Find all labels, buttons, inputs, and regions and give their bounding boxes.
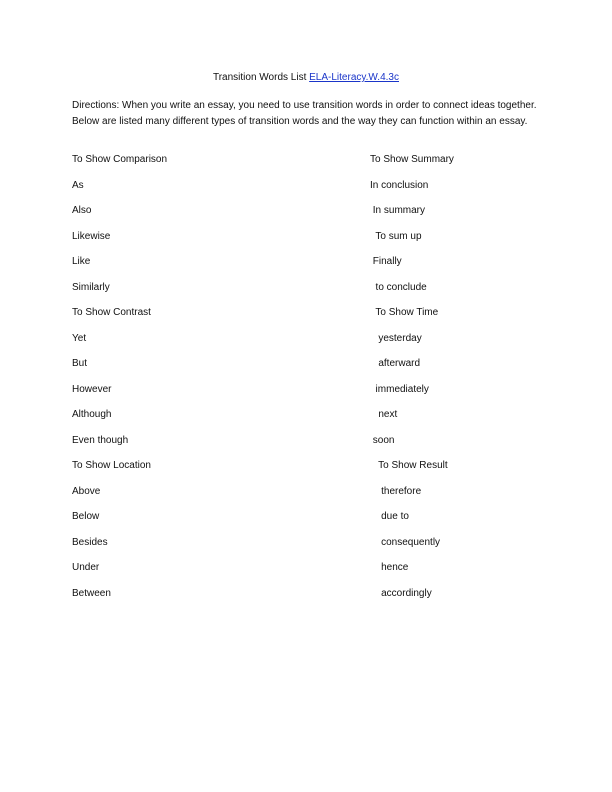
list-row — [0, 510, 612, 536]
list-row — [0, 179, 612, 205]
right-column-item: hence — [370, 562, 409, 573]
list-row — [0, 306, 612, 332]
left-column-item: Also — [72, 205, 92, 216]
right-column-item: next — [370, 409, 398, 420]
left-column-item: Under — [72, 562, 100, 573]
list-row — [0, 204, 612, 230]
transition-words-list — [0, 153, 612, 612]
left-column-item: Even though — [72, 434, 129, 446]
right-column-item: therefore — [370, 485, 422, 497]
right-column-item: To Show Result — [370, 460, 448, 471]
right-column-item: To sum up — [370, 230, 422, 242]
left-column-item: Yet — [72, 332, 87, 344]
list-row — [0, 383, 612, 409]
left-column-item: Between — [72, 587, 111, 599]
right-column-item: To Show Time — [370, 307, 439, 318]
right-column-item: In conclusion — [370, 179, 429, 191]
list-row — [0, 434, 612, 460]
list-row — [0, 230, 612, 256]
list-row — [0, 408, 612, 434]
list-row — [0, 153, 612, 179]
list-row — [0, 459, 612, 485]
right-column-item: Finally — [370, 256, 402, 267]
right-column-item: immediately — [370, 383, 429, 395]
list-row — [0, 536, 612, 562]
right-column-item: accordingly — [370, 587, 432, 599]
right-column-item: consequently — [370, 536, 441, 548]
list-row — [0, 332, 612, 358]
right-column-item: to conclude — [370, 281, 427, 293]
left-column-item: Likewise — [72, 230, 111, 242]
right-column-item: In summary — [370, 205, 426, 216]
list-row — [0, 561, 612, 587]
left-column-item: Like — [72, 256, 91, 267]
directions-paragraph: Directions: When you write an essay, you need to use transition words in order to connect ideas together. Below are listed many different types of transition words and the way they can function within an essay. — [72, 100, 537, 127]
left-column-item: To Show Contrast — [72, 307, 151, 318]
list-row — [0, 587, 612, 613]
left-column-item: As — [72, 179, 84, 191]
left-column-item: Similarly — [72, 281, 110, 293]
left-column-item: But — [72, 358, 88, 369]
page-title — [0, 71, 612, 85]
right-column-item: soon — [370, 434, 395, 446]
left-column-item: To Show Comparison — [72, 154, 168, 165]
left-column-item: Although — [72, 409, 112, 420]
list-row — [0, 255, 612, 281]
right-column-item: afterward — [370, 358, 421, 369]
standard-link[interactable]: ELA-Literacy.W.4.3c — [309, 72, 399, 83]
title-text: Transition Words List — [212, 72, 310, 83]
list-row — [0, 281, 612, 307]
left-column-item: However — [72, 383, 112, 395]
list-row — [0, 357, 612, 383]
left-column-item: Besides — [72, 536, 108, 548]
left-column-item: Below — [72, 511, 100, 522]
right-column-item: yesterday — [370, 332, 422, 344]
right-column-item: To Show Summary — [370, 154, 454, 165]
left-column-item: Above — [72, 485, 101, 497]
right-column-item: due to — [370, 511, 409, 522]
left-column-item: To Show Location — [72, 460, 151, 471]
list-row — [0, 485, 612, 511]
